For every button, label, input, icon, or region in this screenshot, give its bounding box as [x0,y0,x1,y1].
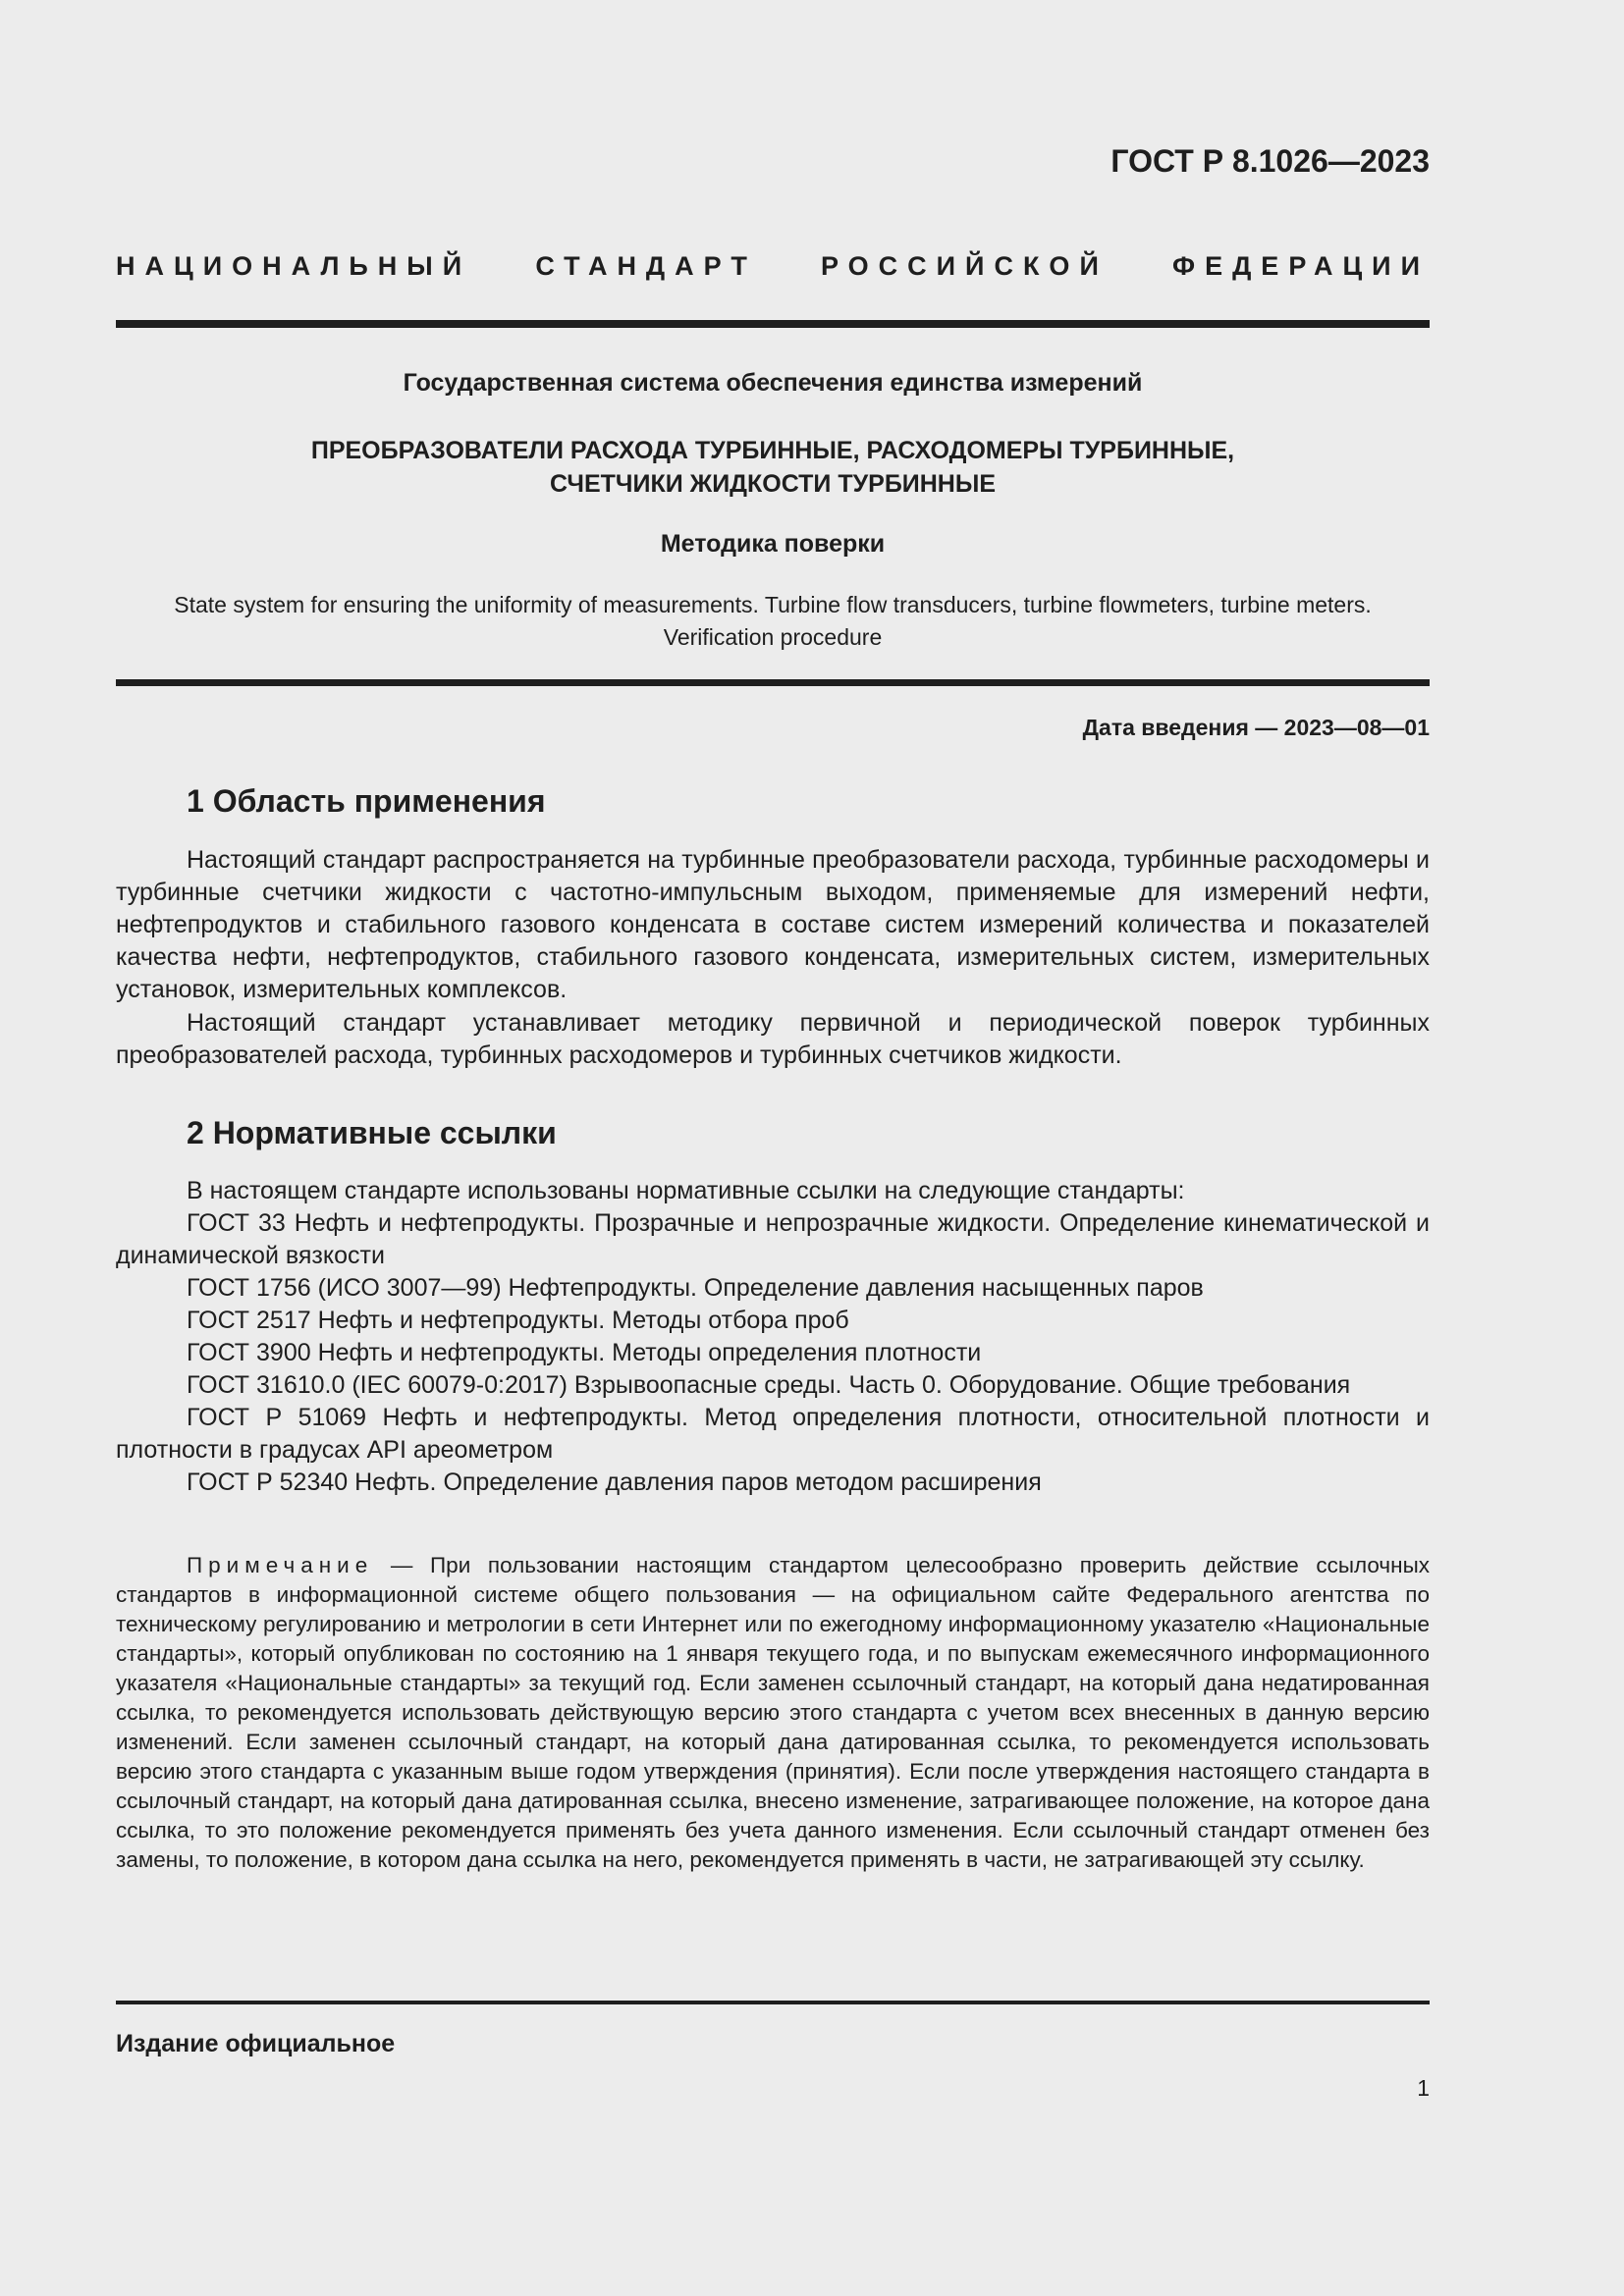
english-title-line2: Verification procedure [663,624,883,650]
section-1-heading: 1 Область применения [187,783,546,819]
reference-item: ГОСТ 33 Нефть и нефтепродукты. Прозрачные и непрозрачные жидкости. Определение кинематической и динамической вязкости [116,1209,1430,1269]
english-title-line1: State system for ensuring the uniformity of measurements. Turbine flow transducers, turbine flowmeters, turbine meters. [174,592,1372,617]
english-title [116,589,1430,654]
section-1-paragraph-2: Настоящий стандарт устанавливает методику первичной и периодической поверок турбинных преобразователей расхода, турбинных расходомеров и турбинных счетчиков жидкости. [116,1009,1430,1069]
document-title [116,434,1430,501]
document-title-line2: СЧЕТЧИКИ ЖИДКОСТИ ТУРБИННЫЕ [549,470,997,498]
reference-item: ГОСТ 31610.0 (IEC 60079-0:2017) Взрывоопасные среды. Часть 0. Оборудование. Общие требования [187,1371,1351,1399]
footer-divider [116,2001,1430,2004]
document-title-line1: ПРЕОБРАЗОВАТЕЛИ РАСХОДА ТУРБИННЫЕ, РАСХОДОМЕРЫ ТУРБИННЫЕ, [310,437,1235,464]
section-2-heading: 2 Нормативные ссылки [187,1115,557,1150]
normative-references-list [116,1207,1430,1499]
reference-item: ГОСТ Р 51069 Нефть и нефтепродукты. Метод определения плотности, относительной плотности и плотности в градусах API ареометром [116,1404,1430,1464]
introduction-date: Дата введения — 2023—08—01 [1082,715,1430,740]
system-title: Государственная система обеспечения единства измерений [403,369,1143,397]
note-label: Примечание [187,1553,374,1577]
reference-item: ГОСТ 1756 (ИСО 3007—99) Нефтепродукты. Определение давления насыщенных паров [187,1274,1204,1302]
section-1-paragraph-1: Настоящий стандарт распространяется на турбинные преобразователи расхода, турбинные расходомеры и турбинные счетчики жидкости с частотно-импульсным выходом, применяемые для измерений нефти, нефтепродуктов и стабильного газового конденсата в составе систем измерений количества и показателей качества нефти, нефтепродуктов, стабильного газового конденсата, измерительных систем, измерительных установок, измерительных комплексов. [116,846,1430,1003]
note-text: — При пользовании настоящим стандартом целесообразно проверить действие ссылочных стандартов в информационной системе общего пользования — на официальном сайте Федерального агентства по техническому регулированию и метрологии в сети Интернет или по ежегодному информационному указателю «Национальные стандарты», который опубликован по состоянию на 1 января текущего года, и по выпускам ежемесячного информационного указателя «Национальные стандарты» за текущий год. Если заменен ссылочный стандарт, на который дана недатированная ссылка, то рекомендуется использовать действующую версию этого стандарта с учетом всех внесенных в данную версию изменений. Если заменен ссылочный стандарт, на который дана датированная ссылка, то рекомендуется использовать версию этого стандарта с указанным выше годом утверждения (принятия). Если после утверждения настоящего стандарта в ссылочный стандарт, на который дана датированная ссылка, внесено изменение, затрагивающее положение, на которое дана ссылка, то это положение рекомендуется применять без учета данного изменения. Если ссылочный стандарт отменен без замены, то положение, в котором дана ссылка на него, рекомендуется применять в части, не затрагивающей эту ссылку. [116,1553,1430,1872]
top-divider [116,320,1430,328]
reference-item: ГОСТ 3900 Нефть и нефтепродукты. Методы определения плотности [187,1339,982,1366]
reference-item: ГОСТ 2517 Нефть и нефтепродукты. Методы отбора проб [187,1307,849,1334]
reference-item: ГОСТ Р 52340 Нефть. Определение давления паров методом расширения [187,1468,1042,1496]
document-code: ГОСТ Р 8.1026—2023 [1110,143,1430,179]
section-2-intro: В настоящем стандарте использованы нормативные ссылки на следующие стандарты: [187,1177,1185,1204]
note-paragraph [116,1551,1430,1875]
national-standard-banner: НАЦИОНАЛЬНЫЙ СТАНДАРТ РОССИЙСКОЙ ФЕДЕРАЦИИ [116,251,1430,281]
official-edition-label: Издание официальное [116,2030,396,2057]
page-number: 1 [1417,2075,1430,2101]
title-bottom-divider [116,679,1430,686]
method-subtitle: Методика поверки [660,530,886,558]
